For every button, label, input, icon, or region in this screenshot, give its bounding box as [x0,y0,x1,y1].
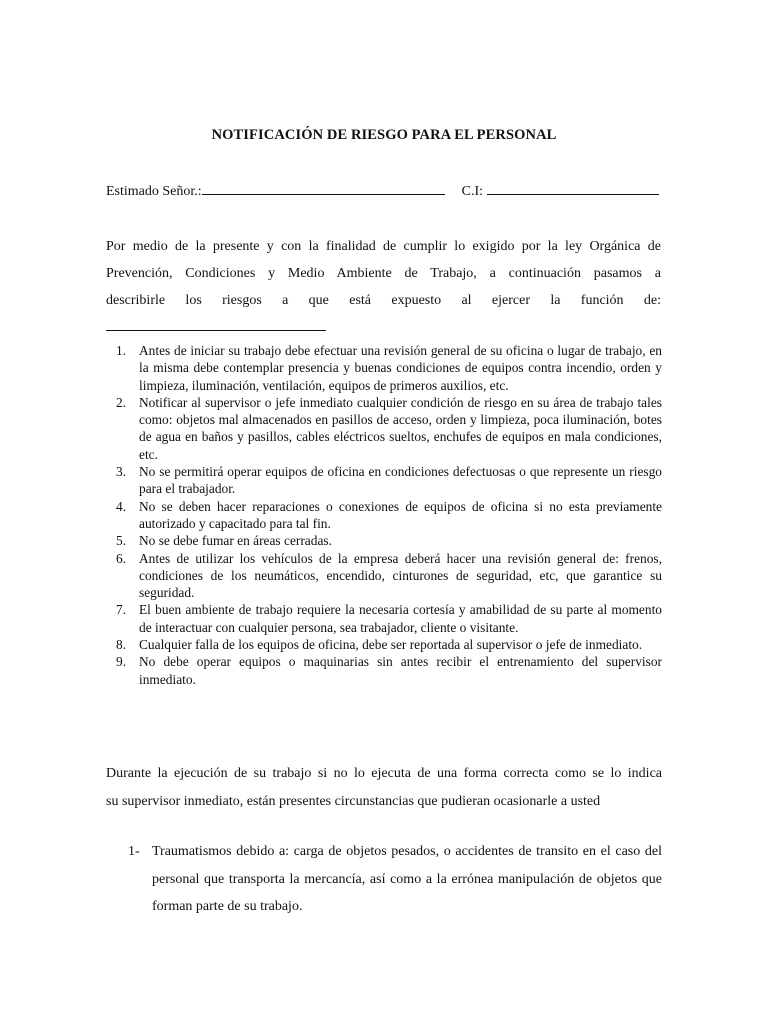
greeting-label: Estimado Señor.: [106,184,202,199]
rules-list [106,342,662,688]
effects-list [128,838,662,921]
rule-number: 9. [116,654,127,670]
rule-item [106,550,662,602]
rule-item [106,532,662,549]
rule-item [106,463,662,498]
rule-item [106,601,662,636]
ci-label: C.I: [461,184,484,199]
rule-number: 5. [116,533,127,549]
rule-text: El buen ambiente de trabajo requiere la necesaria cortesía y amabilidad de su parte al momento de interactuar con cualquier persona, sea trabajador, cliente o visitante. [139,602,662,635]
rule-number: 2. [116,394,127,410]
rule-text: Antes de utilizar los vehículos de la empresa deberá hacer una revisión general de: frenos, condiciones de los neumáticos, encendido, cinturones de seguridad, etc, que garantice su seguridad. [139,550,662,601]
circumstances-line: Durante la ejecución de su trabajo si no lo ejecuta de una forma correcta como se lo indica [106,766,662,781]
rule-number: 6. [116,550,127,566]
effect-number: 1- [128,844,140,859]
rule-item [106,394,662,463]
rule-number: 3. [116,464,127,480]
rule-item [106,653,662,688]
circumstances-paragraph [106,760,662,815]
intro-line: describirle los riesgos a que está expuesto al ejercer la función de: [106,293,661,308]
rule-text: No se deben hacer reparaciones o conexiones de equipos de oficina si no esta previamente autorizado y capacitado para tal fin. [139,498,662,531]
intro-line: Prevención, Condiciones y Medio Ambiente de Trabajo, a continuación pasamos a [106,266,661,281]
rule-text: Cualquier falla de los equipos de oficina, debe ser reportada al supervisor o jefe de inmediato. [139,637,643,653]
rule-item [106,342,662,394]
document-title: NOTIFICACIÓN DE RIESGO PARA EL PERSONAL [211,127,557,143]
rule-text: No debe operar equipos o maquinarias sin antes recibir el entrenamiento del supervisor inmediato. [139,654,662,687]
ci-blank-field [487,181,659,195]
rule-text: Antes de iniciar su trabajo debe efectuar una revisión general de su oficina o lugar de trabajo, en la misma debe contemplar presencia y buenas condiciones de equipos contra incendio, orden y limpieza, iluminación, ventilación, equipos de primeros auxilios, etc. [139,343,662,393]
circumstances-line: su supervisor inmediato, están presentes circunstancias que pudieran ocasionarle a usted [106,793,601,809]
rule-item [106,498,662,533]
rule-number: 7. [116,602,127,618]
rule-number: 4. [116,498,127,514]
rule-text: Notificar al supervisor o jefe inmediato cualquier condición de riesgo en su área de trabajo tales como: objetos mal almacenados en pasillos de acceso, orden y limpieza, poca iluminación, botes de agua en baños y pasillos, cables eléctricos sueltos, enchufes de equipos en mala condiciones, etc. [139,394,662,462]
function-blank-field [106,330,326,331]
rule-text: No se debe fumar en áreas cerradas. [139,533,332,549]
effect-item [128,838,662,921]
name-blank-field [202,181,445,195]
effect-text: Traumatismos debido a: carga de objetos pesados, o accidentes de transito en el caso del personal que transporta la mercancía, así como a la errónea manipulación de objetos que forman parte de su trabajo. [152,844,662,914]
rule-item [106,636,662,653]
greeting-line [106,181,659,200]
intro-line: Por medio de la presente y con la finalidad de cumplir lo exigido por la ley Orgánica de [106,239,661,254]
rule-number: 1. [116,343,127,358]
rule-number: 8. [116,637,127,653]
rule-text: No se permitirá operar equipos de oficina en condiciones defectuosas o que represente un riesgo para el trabajador. [139,464,662,497]
intro-paragraph [106,233,661,314]
